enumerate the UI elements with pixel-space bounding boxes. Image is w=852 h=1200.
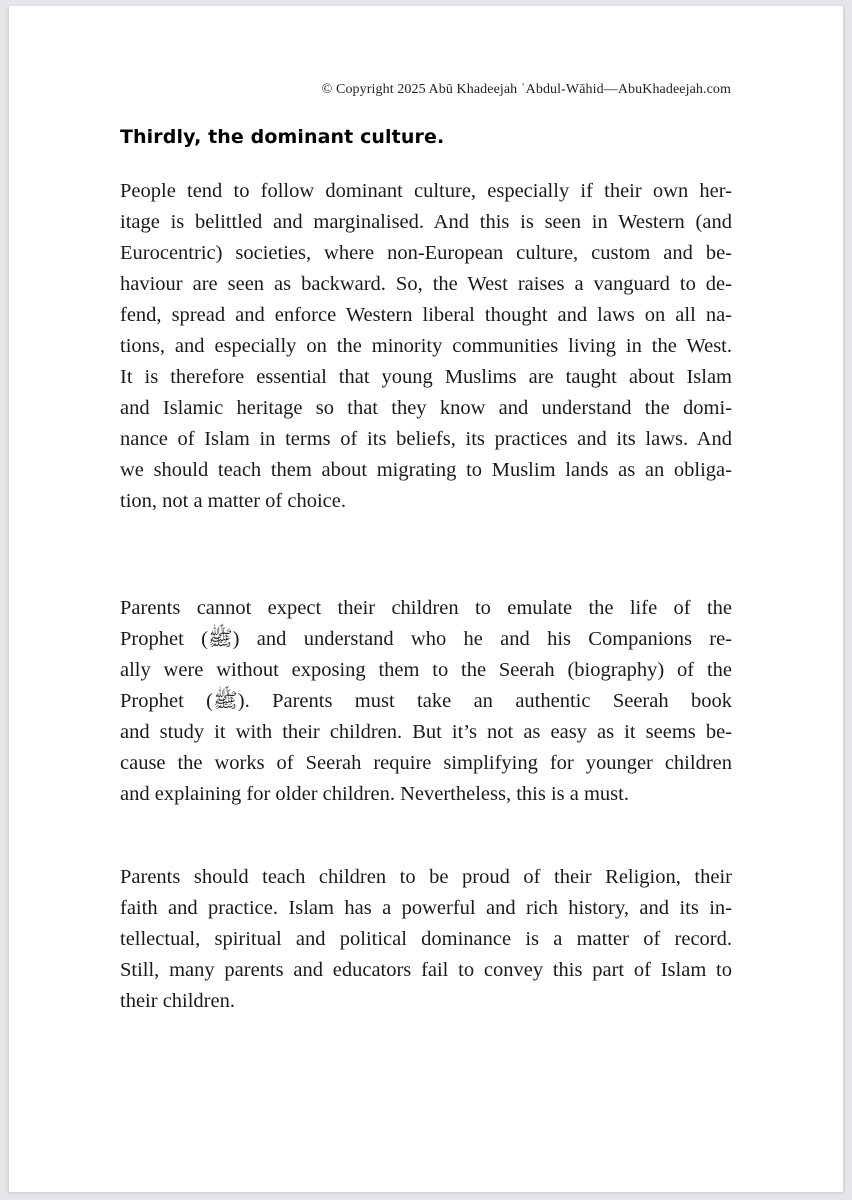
text-line: People tend to follow dominant culture, especially if their own her- bbox=[120, 180, 732, 202]
text-line: their children. bbox=[120, 990, 235, 1012]
text-line: tion, not a matter of choice. bbox=[120, 490, 346, 512]
paragraph-dominant-culture bbox=[120, 176, 732, 517]
text-line: ally were without exposing them to the Seerah (biography) of the bbox=[120, 659, 732, 681]
text-line: and study it with their children. But it’s not as easy as it seems be- bbox=[120, 721, 732, 743]
text-line: haviour are seen as backward. So, the West raises a vanguard to de- bbox=[120, 273, 732, 295]
text-line: and explaining for older children. Nevertheless, this is a must. bbox=[120, 783, 629, 805]
paragraph-seerah bbox=[120, 593, 732, 810]
text-line: faith and practice. Islam has a powerful and rich history, and its in- bbox=[120, 897, 732, 919]
text-line: tions, and especially on the minority communities living in the West. bbox=[120, 335, 732, 357]
text-line: itage is belittled and marginalised. And this is seen in Western (and bbox=[120, 211, 732, 233]
text-line: Prophet (ﷺ) and understand who he and his Companions re- bbox=[120, 628, 732, 650]
text-line: tellectual, spiritual and political dominance is a matter of record. bbox=[120, 928, 732, 950]
text-line: Parents should teach children to be proud of their Religion, their bbox=[120, 866, 732, 888]
copyright-notice: © Copyright 2025 Abū Khadeejah ʿAbdul-Wāhid—AbuKhadeejah.com bbox=[321, 82, 731, 97]
text-line: Still, many parents and educators fail to convey this part of Islam to bbox=[120, 959, 732, 981]
paragraph-pride-in-religion bbox=[120, 862, 732, 1017]
text-line: Prophet (ﷺ). Parents must take an authentic Seerah book bbox=[120, 690, 732, 712]
text-line: fend, spread and enforce Western liberal thought and laws on all na- bbox=[120, 304, 732, 326]
text-line: and Islamic heritage so that they know and understand the domi- bbox=[120, 397, 732, 419]
text-line: cause the works of Seerah require simplifying for younger children bbox=[120, 752, 732, 774]
text-line: nance of Islam in terms of its beliefs, its practices and its laws. And bbox=[120, 428, 732, 450]
text-line: It is therefore essential that young Muslims are taught about Islam bbox=[120, 366, 732, 388]
text-line: we should teach them about migrating to Muslim lands as an obliga- bbox=[120, 459, 732, 481]
text-line: Parents cannot expect their children to emulate the life of the bbox=[120, 597, 732, 619]
text-line: Eurocentric) societies, where non-European culture, custom and be- bbox=[120, 242, 732, 264]
section-heading: Thirdly, the dominant culture. bbox=[120, 126, 445, 148]
document-page bbox=[8, 6, 844, 1192]
